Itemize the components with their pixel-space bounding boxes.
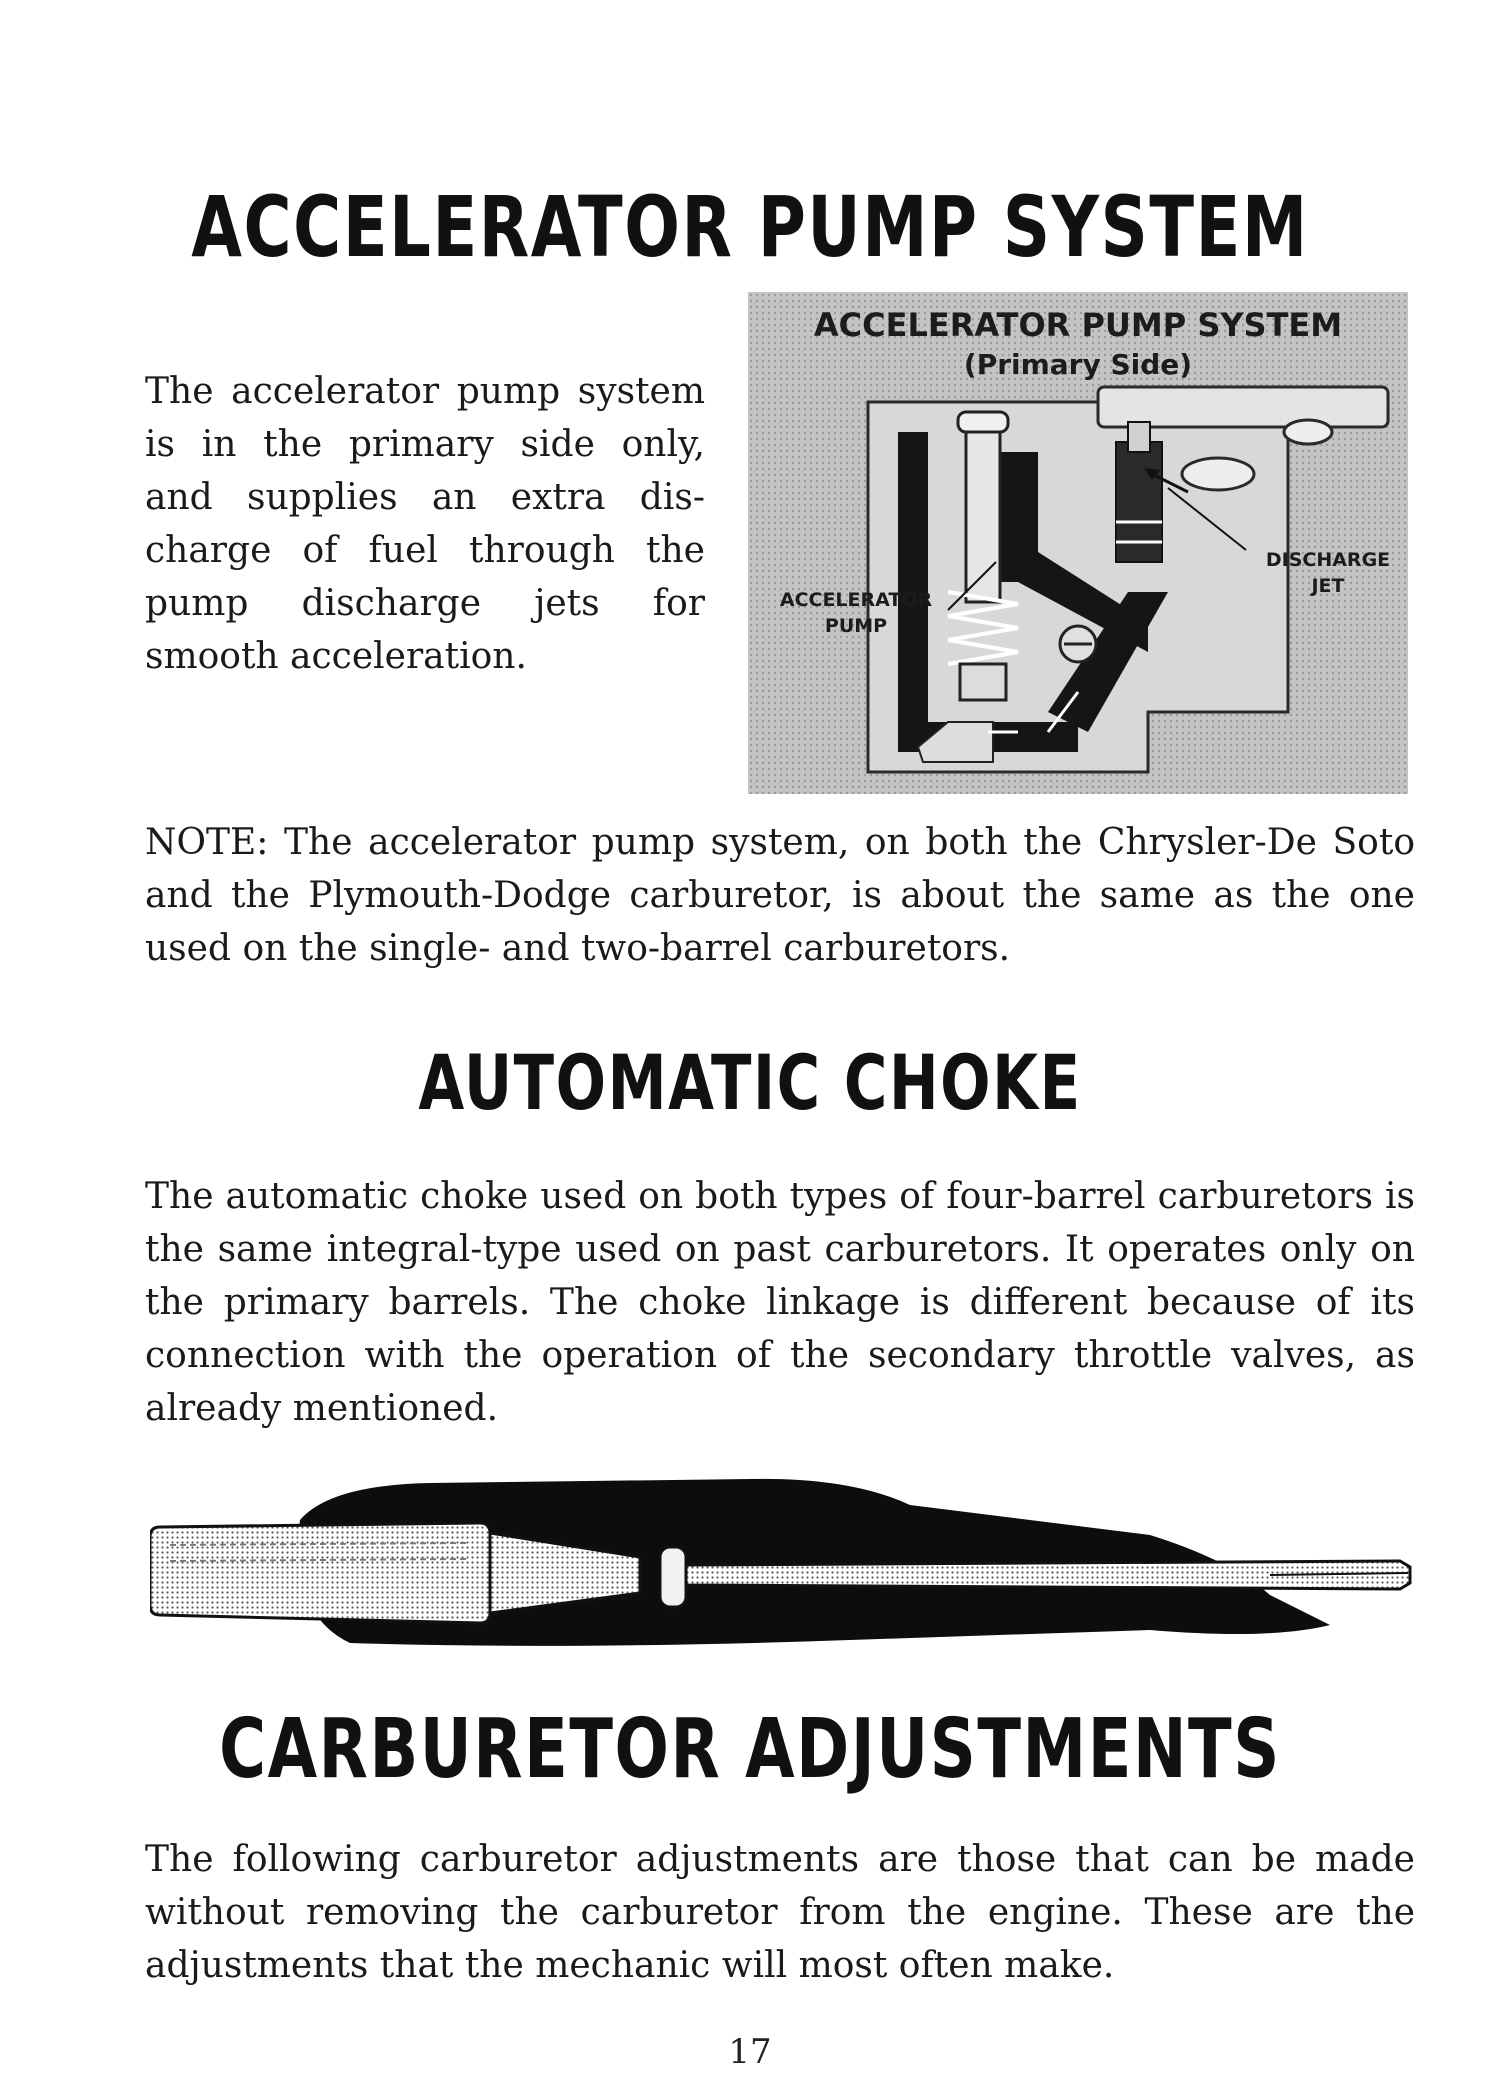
section-title-carburetor-adjustments: CARBURETOR ADJUSTMENTS <box>219 1702 1281 1797</box>
page-number: 17 <box>728 2032 772 2072</box>
label-discharge-jet-line2: JET <box>1311 575 1345 597</box>
diagram-drawing <box>748 292 1408 794</box>
label-accelerator-pump-line2: PUMP <box>824 615 888 637</box>
section-title-accelerator-pump: ACCELERATOR PUMP SYSTEM <box>191 178 1309 276</box>
carburetor-adjustments-body: The following carburetor adjustments are those that can be made without removing the carburetor from the engine. These are the adjustments that the mechanic will most often make. <box>145 1839 1415 1986</box>
screwdriver-illustration <box>150 1465 1420 1655</box>
label-accelerator-pump-line1: ACCELERATOR <box>779 589 933 611</box>
accelerator-pump-diagram <box>748 292 1408 794</box>
screwdriver-drawing <box>150 1465 1420 1655</box>
accelerator-pump-note: NOTE: The accelerator pump system, on both the Chrysler-De Soto and the Plymouth-Dodge carburetor, is about the same as the one used on the single- and two-barrel carburetors. <box>145 822 1415 969</box>
accelerator-pump-intro: The accelerator pump system is in the primary side only, and supplies an extra discharge of fuel through the pump discharge jets for smooth acceleration. <box>145 371 705 677</box>
diagram-title: ACCELERATOR PUMP SYSTEM <box>813 306 1343 344</box>
automatic-choke-body: The automatic choke used on both types of four-barrel carburetors is the same integral-type used on past carburetors. It operates only on the primary barrels. The choke linkage is different because of its connection with the operation of the secondary throttle valves, as already mentioned. <box>145 1176 1415 1429</box>
label-discharge-jet-line1: DISCHARGE <box>1265 549 1391 571</box>
diagram-subtitle: (Primary Side) <box>963 348 1193 381</box>
section-title-automatic-choke: AUTOMATIC CHOKE <box>418 1038 1082 1127</box>
